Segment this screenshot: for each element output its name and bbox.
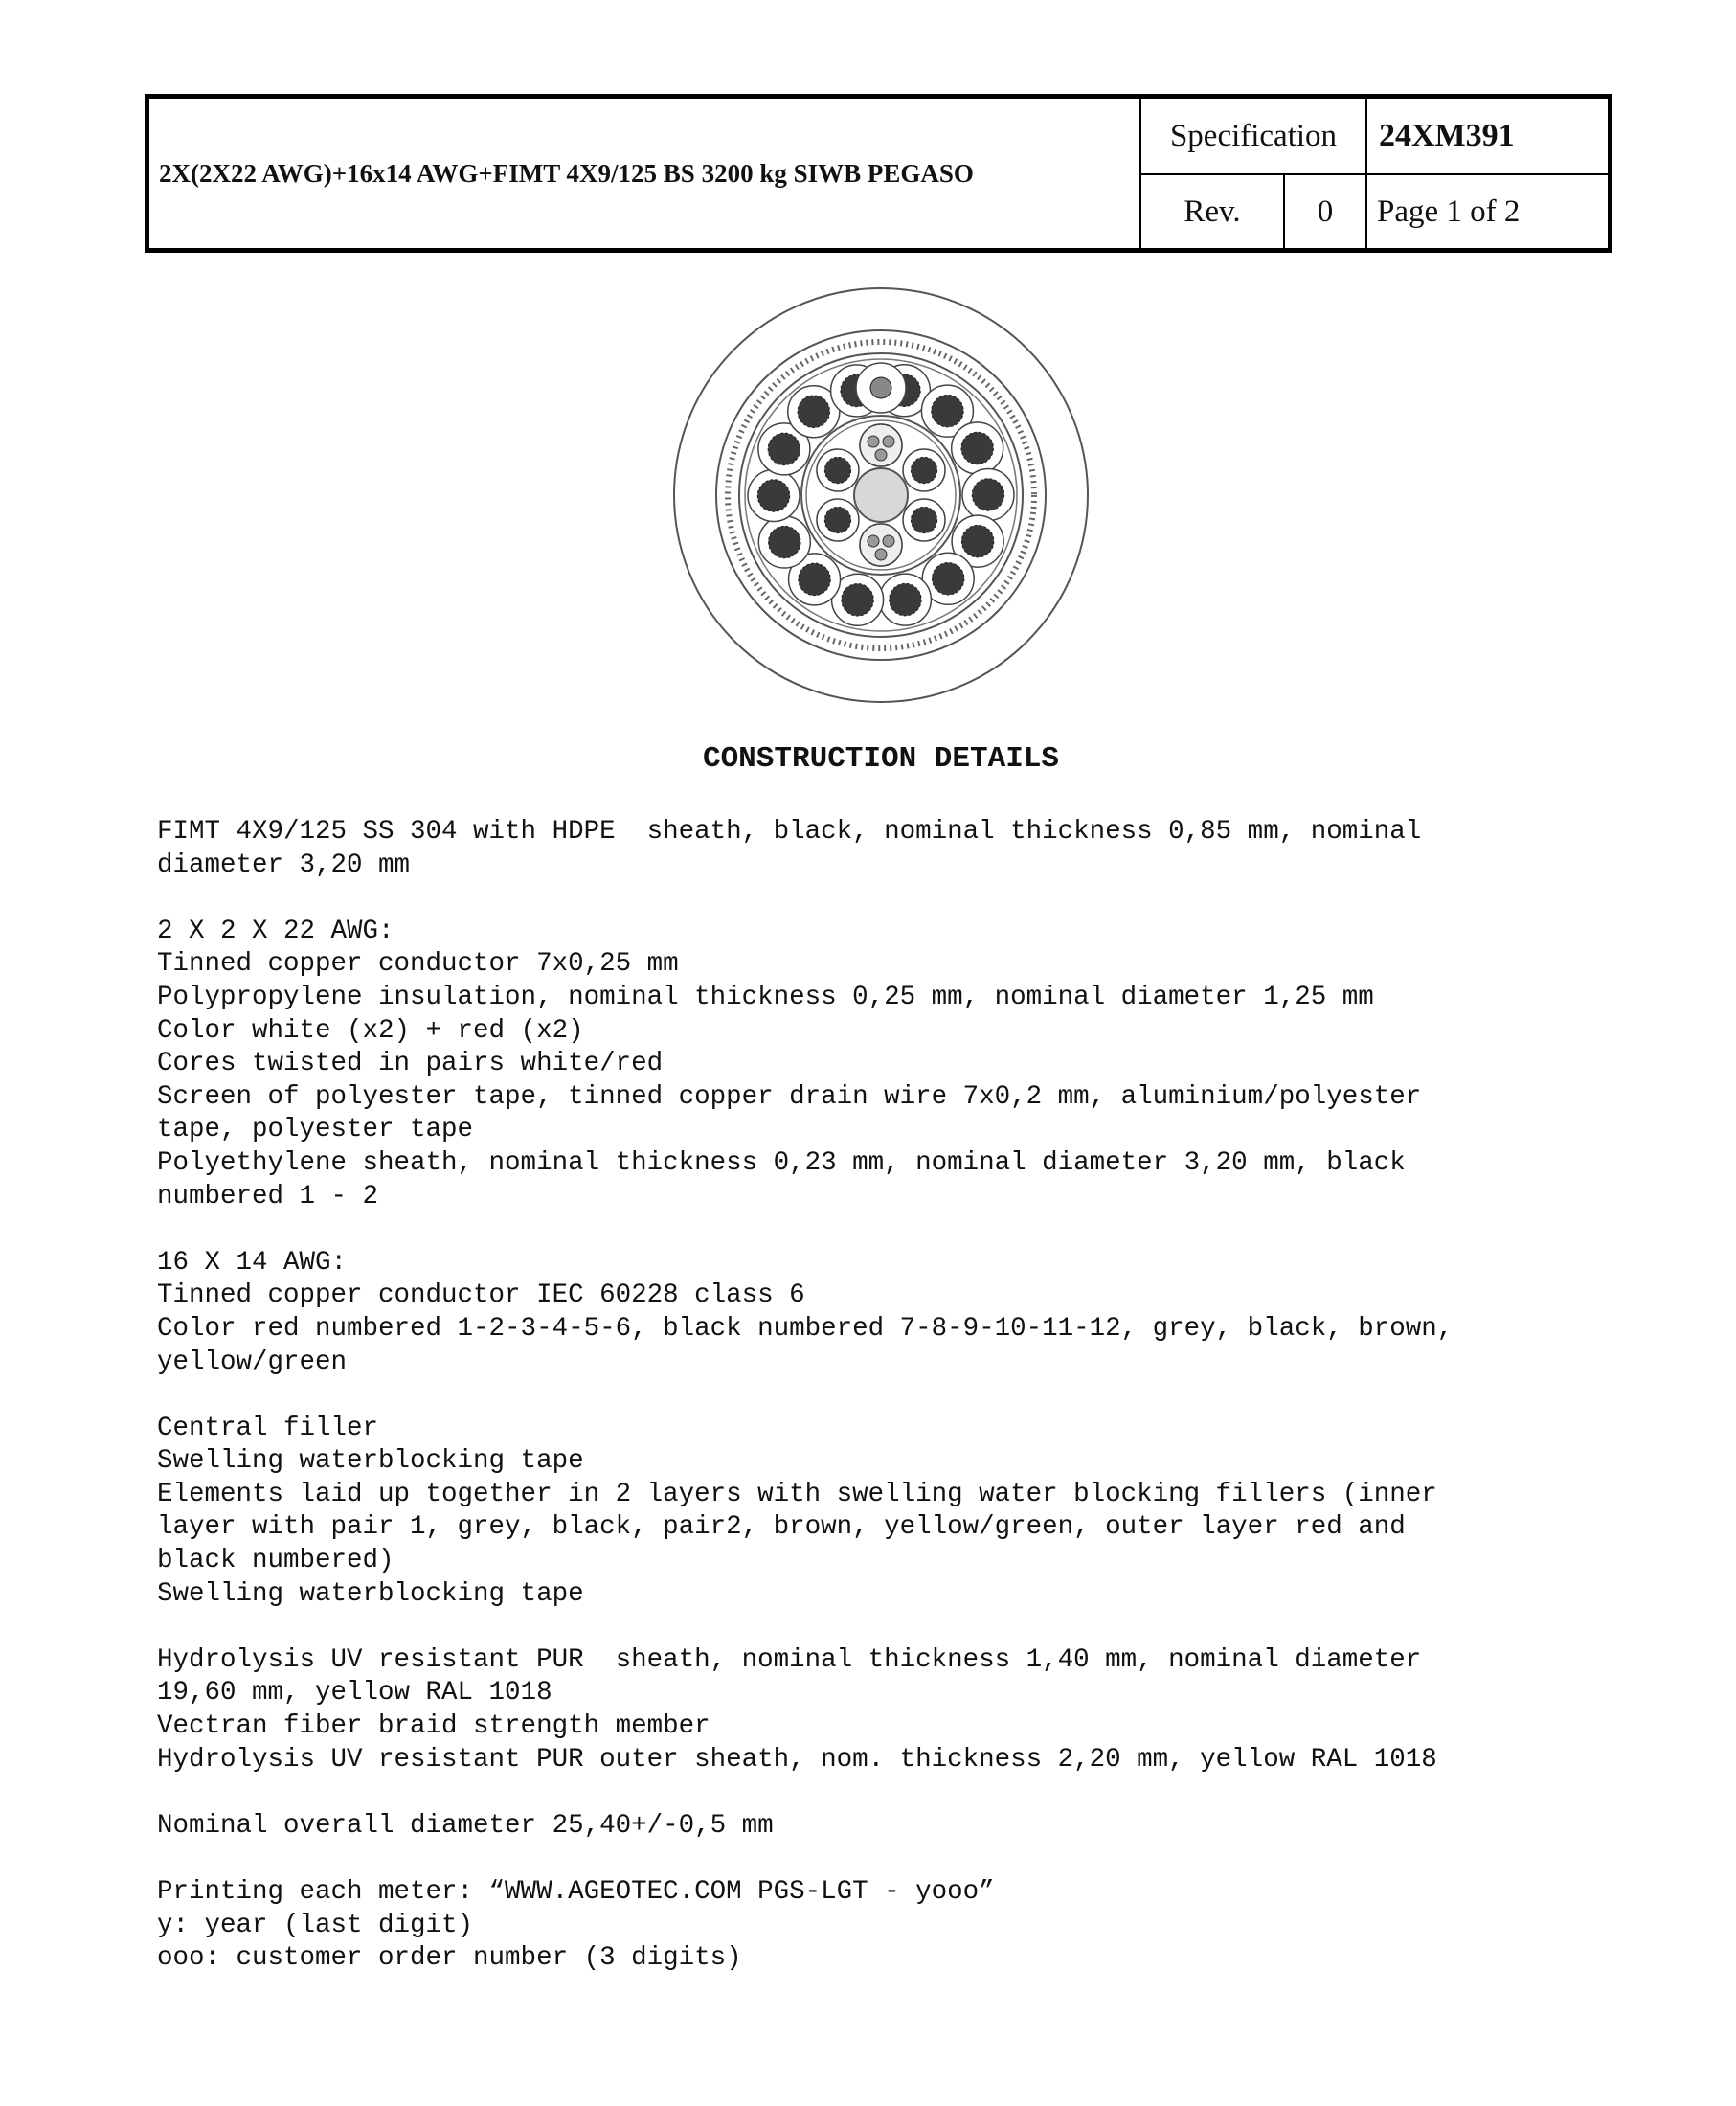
detail-line: numbered 1 - 2	[157, 1181, 379, 1212]
detail-line: yellow/green	[157, 1347, 348, 1377]
detail-line: Printing each meter: “WWW.AGEOTEC.COM PGS-LGT - yooo”	[157, 1877, 995, 1907]
pair-wire-shape	[875, 549, 887, 560]
conductor-core-shape	[972, 479, 1003, 510]
pair-wire-shape	[868, 535, 879, 547]
pair-wire-shape	[883, 436, 894, 447]
pair-wire-shape	[868, 436, 879, 447]
detail-line	[157, 1213, 1689, 1247]
detail-line	[157, 882, 1689, 916]
detail-line: y: year (last digit)	[157, 1910, 474, 1940]
detail-line: Color white (x2) + red (x2)	[157, 1015, 584, 1046]
detail-line: 2 X 2 X 22 AWG:	[157, 916, 395, 946]
detail-line	[157, 1777, 1689, 1810]
conductor-core-shape	[799, 563, 830, 595]
conductor-core-shape	[768, 433, 800, 464]
detail-line: tape, polyester tape	[157, 1115, 474, 1145]
cable-cross-section-drawing	[670, 284, 1092, 706]
section-title: CONSTRUCTION DETAILS	[702, 742, 1060, 776]
cable-title: 2X(2X22 AWG)+16x14 AWG+FIMT 4X9/125 BS 3200 kg SIWB PEGASO	[149, 99, 1140, 248]
detail-line: 16 X 14 AWG:	[157, 1247, 348, 1278]
detail-line: black numbered)	[157, 1546, 395, 1576]
page-indicator: Page 1 of 2	[1366, 174, 1608, 248]
detail-line	[157, 1379, 1689, 1413]
fibre-core-shape	[870, 377, 891, 398]
detail-line: layer with pair 1, grey, black, pair2, brown, yellow/green, outer layer red and	[157, 1512, 1406, 1543]
detail-line: Hydrolysis UV resistant PUR sheath, nominal thickness 1,40 mm, nominal diameter	[157, 1644, 1422, 1675]
conductor-core-shape	[961, 432, 993, 464]
rev-label: Rev.	[1140, 174, 1284, 248]
pair-wire-shape	[875, 449, 887, 461]
conductor-core-shape	[911, 507, 936, 532]
detail-line: Color red numbered 1-2-3-4-5-6, black numbered 7-8-9-10-11-12, grey, black, brown,	[157, 1313, 1454, 1344]
detail-line: Swelling waterblocking tape	[157, 1446, 584, 1477]
detail-line: Vectran fiber braid strength member	[157, 1711, 710, 1742]
detail-line: diameter 3,20 mm	[157, 849, 411, 880]
detail-line: Cores twisted in pairs white/red	[157, 1049, 664, 1079]
detail-line: Hydrolysis UV resistant PUR outer sheath, nom. thickness 2,20 mm, yellow RAL 1018	[157, 1744, 1437, 1775]
detail-line: Tinned copper conductor IEC 60228 class 6	[157, 1280, 805, 1311]
detail-line: Tinned copper conductor 7x0,25 mm	[157, 949, 679, 980]
conductor-core-shape	[911, 457, 936, 483]
conductor-core-shape	[842, 584, 873, 616]
pair-wire-shape	[883, 535, 894, 547]
central-filler-shape	[854, 468, 908, 522]
conductor-core-shape	[769, 526, 800, 557]
conductor-core-shape	[890, 583, 921, 615]
conductor-core-shape	[824, 457, 850, 483]
spec-label: Specification	[1140, 99, 1366, 174]
detail-line: ooo: customer order number (3 digits)	[157, 1943, 742, 1974]
detail-line: Nominal overall diameter 25,40+/-0,5 mm	[157, 1810, 774, 1841]
detail-line: Screen of polyester tape, tinned copper drain wire 7x0,2 mm, aluminium/polyester	[157, 1081, 1422, 1112]
conductor-core-shape	[798, 396, 829, 427]
spec-code: 24XM391	[1366, 99, 1608, 174]
detail-line	[157, 1843, 1689, 1876]
conductor-core-shape	[824, 507, 850, 532]
detail-line: Swelling waterblocking tape	[157, 1578, 584, 1609]
construction-details-text	[157, 816, 1689, 1976]
detail-line: Polypropylene insulation, nominal thickness 0,25 mm, nominal diameter 1,25 mm	[157, 982, 1374, 1012]
rev-number: 0	[1284, 174, 1366, 248]
detail-line: FIMT 4X9/125 SS 304 with HDPE sheath, black, nominal thickness 0,85 mm, nominal	[157, 817, 1422, 847]
spec-header-table	[145, 94, 1612, 253]
detail-line: 19,60 mm, yellow RAL 1018	[157, 1678, 552, 1709]
detail-line: Central filler	[157, 1413, 379, 1443]
conductor-core-shape	[961, 525, 993, 556]
detail-line: Elements laid up together in 2 layers with swelling water blocking fillers (inner	[157, 1479, 1437, 1509]
detail-line: Polyethylene sheath, nominal thickness 0,23 mm, nominal diameter 3,20 mm, black	[157, 1147, 1406, 1178]
detail-line	[157, 1611, 1689, 1644]
conductor-core-shape	[932, 563, 963, 595]
conductor-core-shape	[932, 395, 963, 426]
conductor-core-shape	[757, 480, 789, 511]
